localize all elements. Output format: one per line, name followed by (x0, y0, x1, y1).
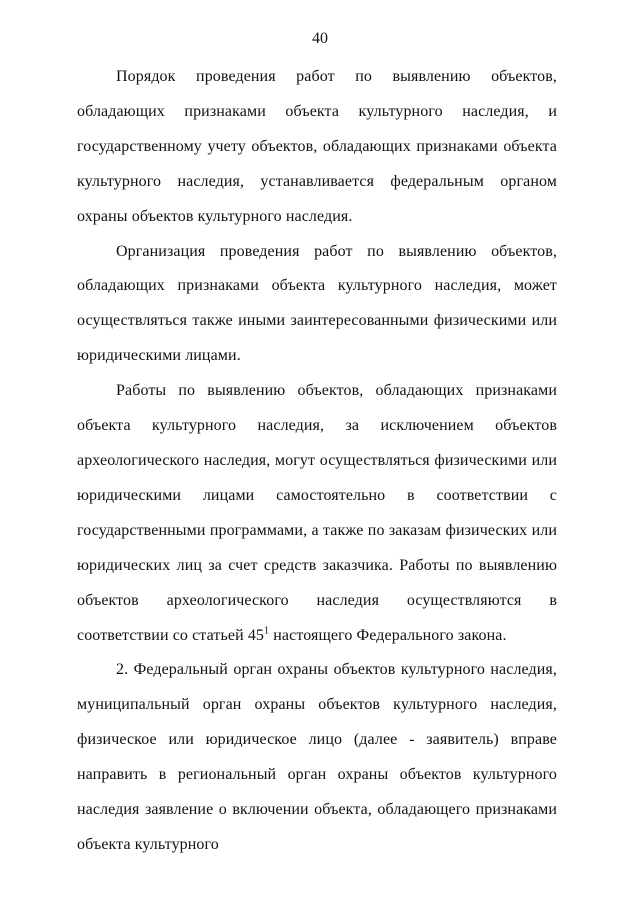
paragraph-works-part2: настоящего Федерального закона. (269, 626, 507, 644)
page-number: 40 (312, 30, 328, 47)
paragraph-organization: Организация проведения работ по выявлению объектов, обладающих признаками объекта культурного наследия, может осуществляться также иными заинтересованными физическими или юридическими лицами. (77, 242, 557, 365)
paragraph-clause-2: 2. Федеральный орган охраны объектов культурного наследия, муниципальный орган охраны объектов культурного наследия, физическое или юридическое лицо (далее - заявитель) вправе направить в региональный орган охраны объектов культурного наследия заявление о включении объекта, обладающего признаками объекта культурного (77, 661, 557, 853)
document-body (77, 60, 557, 863)
paragraph-procedure: Порядок проведения работ по выявлению объектов, обладающих признаками объекта культурного наследия, и государственному учету объектов, обладающих признаками объекта культурного наследия, устанавливается федеральным органом охраны объектов культурного наследия. (77, 68, 557, 225)
article-superscript: 1 (264, 625, 270, 637)
paragraph-works (77, 374, 557, 653)
paragraph-works-part1: Работы по выявлению объектов, обладающих признаками объекта культурного наследия, за исключением объектов археологического наследия, могут осуществляться физическими или юридическими лицами самостоятельно в соответствии с государственными программами, а также по заказам физических или юридических лиц за счет средств заказчика. Работы по выявлению объектов археологического наследия осуществляются в соответствии со статьей 45 (77, 382, 557, 644)
